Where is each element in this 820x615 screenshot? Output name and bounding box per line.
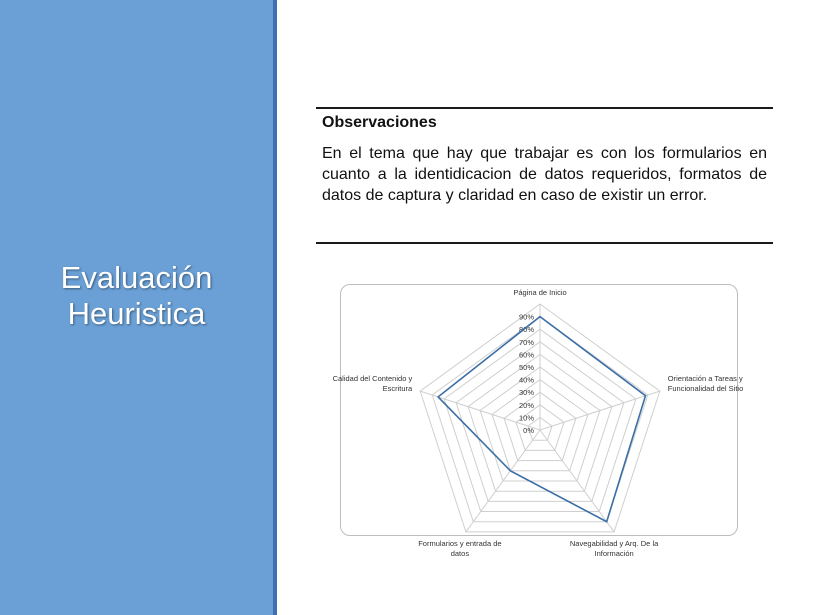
observations-heading: Observaciones <box>322 114 437 131</box>
axis-label <box>668 374 743 393</box>
tick-label: 0% <box>523 426 534 435</box>
axis-spoke <box>540 391 660 430</box>
tick-label: 90% <box>518 312 534 322</box>
tick-label: 30% <box>518 388 534 398</box>
slide-title <box>20 260 253 332</box>
tick-label: 60% <box>518 350 534 360</box>
axis-label <box>418 539 501 558</box>
axis-label-line: datos <box>450 548 470 558</box>
tick-label: 40% <box>518 375 534 385</box>
axis-label-line: Formularios y entrada de <box>418 538 502 548</box>
axis-label-line: Página de Inicio <box>513 288 567 297</box>
observations-text: En el tema que hay que trabajar es con los formularios en cuanto a la identidicacion de datos requeridos, formatos de datos de captura y claridad en caso de existir un error. <box>322 145 767 204</box>
slide-title-line-2: Heuristica <box>67 296 206 331</box>
axis-label <box>513 288 566 297</box>
axis-label <box>333 374 413 393</box>
tick-label: 80% <box>518 325 534 335</box>
axis-label-line: Navegabilidad y Arq. De la <box>569 538 659 548</box>
axis-label-line: Funcionalidad del Sitio <box>667 384 744 394</box>
tick-label: 50% <box>518 363 534 372</box>
axis-label-line: Orientación a Tareas y <box>667 374 743 384</box>
tick-label: 10% <box>518 413 534 423</box>
slide-title-line-1: Evaluación <box>60 260 213 295</box>
tick-label: 70% <box>518 337 534 347</box>
tick-label: 20% <box>518 400 534 410</box>
axis-label-line: Información <box>594 548 634 558</box>
axis-label-line: Calidad del Contenido y <box>332 374 413 384</box>
axis-label <box>570 539 659 558</box>
axis-label-line: Escritura <box>382 384 413 394</box>
panel-divider <box>273 0 277 615</box>
radar-chart <box>332 285 744 558</box>
radar-chart-frame <box>332 284 744 558</box>
observations-box <box>316 107 773 244</box>
